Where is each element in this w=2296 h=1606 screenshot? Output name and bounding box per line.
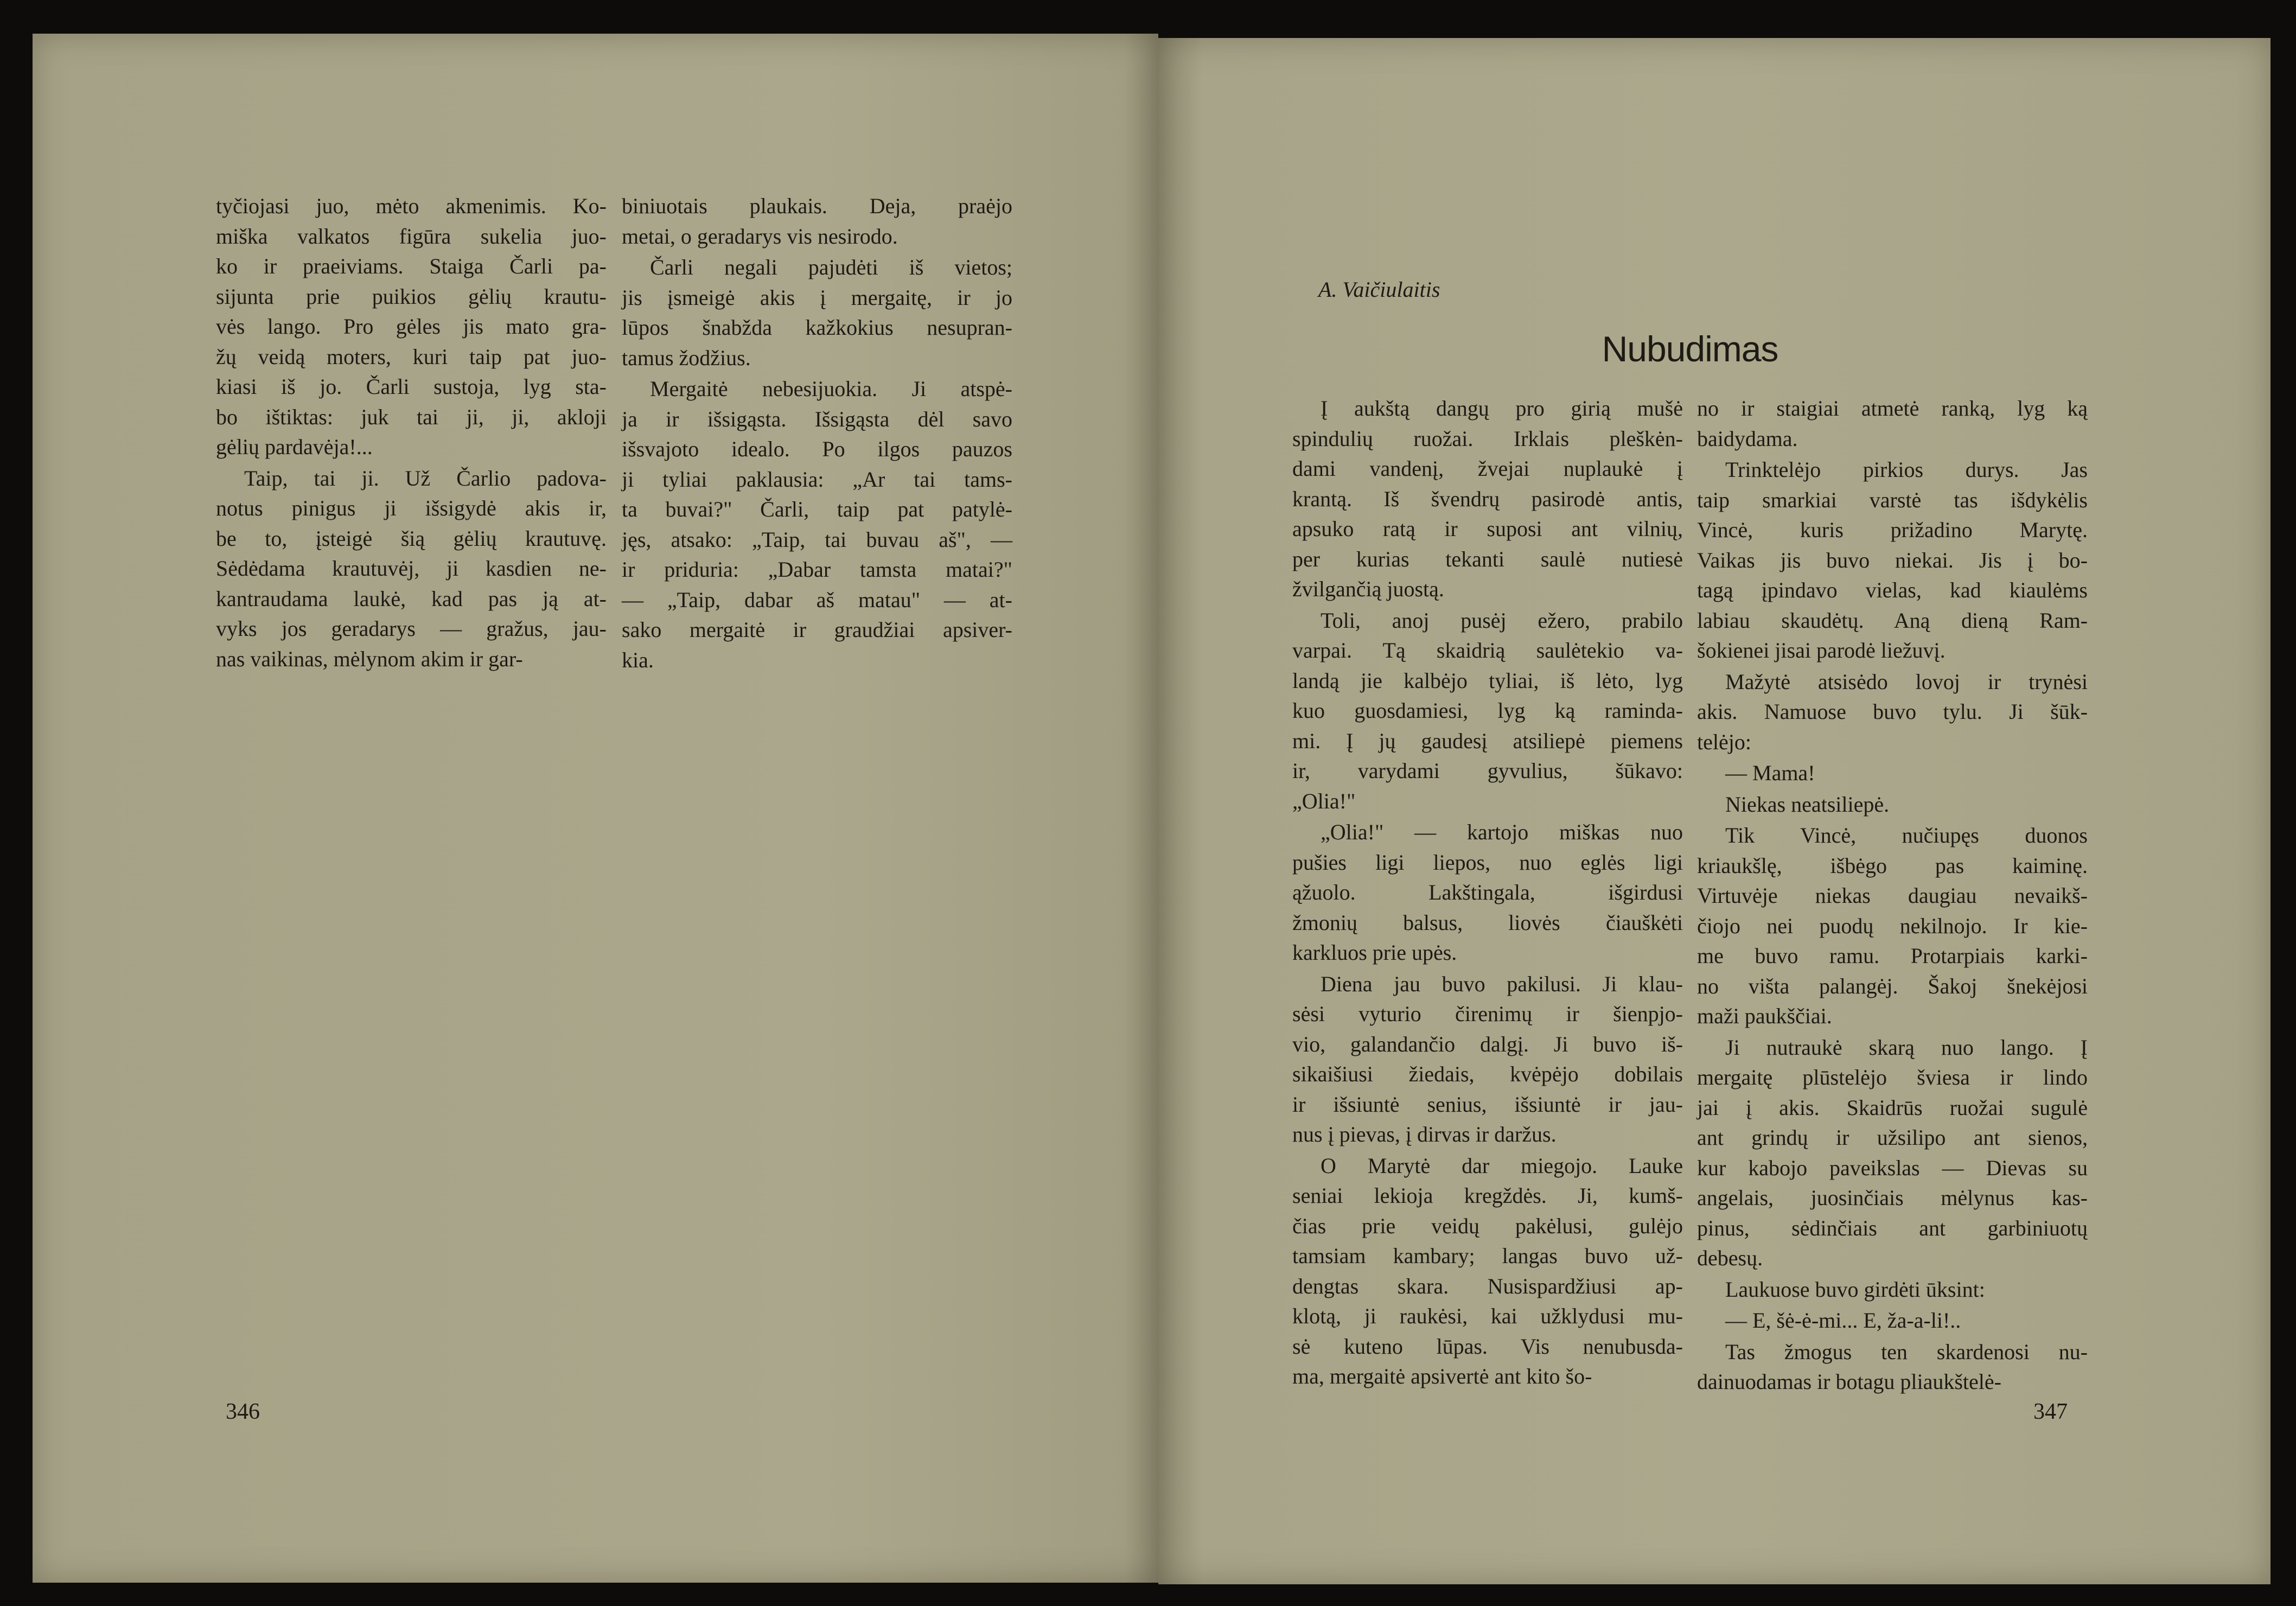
text-line: Vincė, kuris prižadino Marytę.	[1697, 518, 2088, 542]
text-line: varpai. Tą skaidrią saulėtekio va-	[1292, 638, 1683, 662]
text-line: debesų.	[1697, 1246, 1763, 1270]
text-line: žvilgančią juostą.	[1292, 577, 1444, 601]
paragraph	[1697, 789, 2088, 820]
text-line: ji tyliai paklausia: „Ar tai tams-	[622, 467, 1012, 492]
paragraph	[1292, 969, 1683, 1150]
text-line: — „Taip, dabar aš matau" — at-	[622, 587, 1012, 612]
text-line: „Olia!"	[1292, 788, 1356, 813]
text-line: vės lango. Pro gėles jis mato gra-	[216, 314, 607, 339]
text-line: Trinktelėjo pirkios durys. Jas	[1725, 457, 2088, 482]
author-name: A. Vaičiulaitis	[1318, 277, 1440, 302]
left-page-column-2	[622, 191, 1012, 676]
story-title: Nubudimas	[1602, 329, 1778, 369]
paragraph	[622, 252, 1012, 373]
text-line: kur kabojo paveikslas — Dievas su	[1697, 1155, 2088, 1180]
text-line: sako mergaitė ir graudžiai apsiver-	[622, 617, 1012, 642]
text-line: Čarli negali pajudėti iš vietos;	[650, 255, 1012, 279]
text-line: jęs, atsako: „Taip, tai buvau aš", —	[622, 527, 1012, 552]
paragraph	[1697, 667, 2088, 757]
text-line: gėlių pardavėja!...	[216, 435, 373, 459]
text-line: ir išsiuntė senius, išsiuntė ir jau-	[1292, 1092, 1683, 1117]
text-line: Toli, anoj pusėj ežero, prabilo	[1321, 608, 1683, 633]
text-line: vio, galandančio dalgį. Ji buvo iš-	[1292, 1031, 1683, 1056]
text-line: — Mama!	[1725, 761, 1815, 785]
text-line: labiau skaudėtų. Aną dieną Ram-	[1697, 608, 2088, 633]
text-line: sijunta prie puikios gėlių krautu-	[216, 284, 607, 309]
text-line: be to, įsteigė šią gėlių krautuvę.	[216, 526, 607, 551]
text-line: akis. Namuose buvo tylu. Ji šūk-	[1697, 699, 2088, 724]
text-line: lūpos šnabžda kažkokius nesupran-	[622, 315, 1012, 340]
text-line: pušies ligi liepos, nuo eglės ligi	[1292, 850, 1683, 875]
right-page-column-1	[1292, 393, 1683, 1393]
text-line: sikaišiusi žiedais, kvėpėjo dobilais	[1292, 1062, 1683, 1086]
text-line: žmonių balsus, liovės čiauškėti	[1292, 910, 1683, 935]
text-line: Vaikas jis buvo niekai. Jis į bo-	[1697, 547, 2088, 572]
text-line: tamsiam kambary; langas buvo už-	[1292, 1244, 1683, 1268]
text-line: krantą. Iš švendrų pasirodė antis,	[1292, 486, 1683, 511]
right-page-column-2	[1697, 393, 2088, 1398]
paragraph	[1697, 1337, 2088, 1397]
text-line: mi. Į jų gaudesį atsiliepė piemens	[1292, 728, 1683, 753]
text-line: biniuotais plaukais. Deja, praėjo	[622, 194, 1012, 218]
paragraph	[1697, 820, 2088, 1031]
text-line: tamus žodžius.	[622, 345, 751, 370]
text-line: Niekas neatsiliepė.	[1725, 792, 1890, 817]
text-line: sėsi vyturio čirenimų ir šienpjo-	[1292, 1002, 1683, 1026]
text-line: jai į akis. Skaidrūs ruožai sugulė	[1697, 1095, 2088, 1120]
paragraph	[1292, 817, 1683, 968]
text-line: kuo guosdamiesi, lyg ką raminda-	[1292, 698, 1683, 723]
text-line: Ji nutraukė skarą nuo lango. Į	[1725, 1035, 2088, 1060]
text-line: baidydama.	[1697, 426, 1798, 451]
text-line: bo ištiktas: juk tai ji, ji, akloji	[216, 404, 607, 429]
paragraph	[1292, 393, 1683, 604]
page-number-left: 346	[226, 1399, 260, 1424]
text-line: čias prie veidų pakėlusi, gulėjo	[1292, 1213, 1683, 1238]
text-line: Mažytė atsisėdo lovoj ir trynėsi	[1725, 669, 2088, 694]
text-line: spindulių ruožai. Irklais pleškėn-	[1292, 426, 1683, 451]
text-line: Sėdėdama krautuvėj, ji kasdien ne-	[216, 556, 607, 581]
paragraph	[1697, 1033, 2088, 1273]
paragraph	[1697, 758, 2088, 788]
text-line: nus į pievas, į dirvas ir daržus.	[1292, 1122, 1557, 1146]
text-line: ta buvai?" Čarli, taip pat patylė-	[622, 497, 1012, 521]
text-line: „Olia!" — kartojo miškas nuo	[1321, 820, 1683, 844]
text-line: notus pinigus ji išsigydė akis ir,	[216, 496, 607, 520]
text-line: ir priduria: „Dabar tamsta matai?"	[622, 557, 1012, 582]
paragraph	[622, 374, 1012, 675]
text-line: apsuko ratą ir suposi ant vilnių,	[1292, 517, 1683, 541]
text-line: kia.	[622, 647, 654, 672]
text-line: jis įsmeigė akis į mergaitę, ir jo	[622, 285, 1012, 310]
text-line: angelais, juosinčiais mėlynus kas-	[1697, 1186, 2088, 1210]
text-line: O Marytė dar miegojo. Lauke	[1321, 1153, 1683, 1178]
text-line: Virtuvėje niekas daugiau nevaikš-	[1697, 883, 2088, 908]
text-line: dami vandenį, žvejai nuplaukė į	[1292, 456, 1683, 481]
text-line: šokienei jisai parodė liežuvį.	[1697, 638, 1946, 662]
paragraph	[1292, 1151, 1683, 1392]
text-line: tagą įpindavo vielas, kad kiaulėms	[1697, 578, 2088, 602]
text-line: no ir staigiai atmetė ranką, lyg ką	[1697, 396, 2088, 420]
text-line: Diena jau buvo pakilusi. Ji klau-	[1321, 971, 1683, 996]
paragraph	[216, 191, 607, 462]
text-line: no višta palangėj. Šakoj šnekėjosi	[1697, 973, 2088, 998]
left-page-column-1	[216, 191, 607, 675]
text-line: miška valkatos figūra sukelia juo-	[216, 224, 607, 248]
text-line: sė kuteno lūpas. Vis nenubusda-	[1292, 1334, 1683, 1359]
text-line: per kurias tekanti saulė nutiesė	[1292, 546, 1683, 571]
text-line: čiojo nei puodų nekilnojo. Ir kie-	[1697, 913, 2088, 938]
text-line: ir, varydami gyvulius, šūkavo:	[1292, 759, 1683, 783]
text-line: kantraudama laukė, kad pas ją at-	[216, 586, 607, 611]
text-line: išsvajoto idealo. Po ilgos pauzos	[622, 437, 1012, 461]
text-line: Mergaitė nebesijuokia. Ji atspė-	[650, 377, 1012, 401]
paragraph	[622, 191, 1012, 251]
text-line: dainuodamas ir botagu pliaukštelė-	[1697, 1369, 2001, 1394]
text-line: žų veidą moters, kuri taip pat juo-	[216, 344, 607, 369]
text-line: ma, mergaitė apsivertė ant kito šo-	[1292, 1364, 1592, 1388]
paragraph	[1697, 1274, 2088, 1305]
text-line: seniai lekioja kregždės. Ji, kumš-	[1292, 1183, 1683, 1208]
text-line: taip smarkiai varstė tas išdykėlis	[1697, 487, 2088, 512]
text-line: Į aukštą dangų pro girią mušė	[1321, 396, 1683, 420]
text-line: ja ir išsigąsta. Išsigąsta dėl savo	[622, 406, 1012, 431]
text-line: kriaukšlę, išbėgo pas kaiminę.	[1697, 853, 2088, 878]
text-line: ko ir praeiviams. Staiga Čarli pa-	[216, 254, 607, 278]
text-line: ąžuolo. Lakštingala, išgirdusi	[1292, 880, 1683, 904]
page-number-right: 347	[2033, 1399, 2068, 1424]
text-line: vyks jos geradarys — gražus, jau-	[216, 616, 607, 641]
paragraph	[216, 463, 607, 674]
text-line: tyčiojasi juo, mėto akmenimis. Ko-	[216, 194, 607, 218]
text-line: metai, o geradarys vis nesirodo.	[622, 224, 898, 248]
text-line: me buvo ramu. Protarpiais karki-	[1697, 944, 2088, 968]
text-line: telėjo:	[1697, 729, 1751, 754]
text-line: maži paukščiai.	[1697, 1004, 1832, 1028]
paragraph	[1292, 606, 1683, 817]
text-line: Laukuose buvo girdėti ūksint:	[1725, 1277, 1985, 1302]
text-line: — E, šė-ė-mi... E, ža-a-li!..	[1725, 1308, 1961, 1333]
text-line: dengtas skara. Nusispardžiusi ap-	[1292, 1273, 1683, 1298]
text-line: kiasi iš jo. Čarli sustoja, lyg sta-	[216, 374, 607, 399]
text-line: Tik Vincė, nučiupęs duonos	[1725, 823, 2088, 847]
paragraph	[1697, 393, 2088, 454]
paragraph	[1697, 455, 2088, 666]
text-line: Taip, tai ji. Už Čarlio padova-	[244, 466, 607, 490]
text-line: nas vaikinas, mėlynom akim ir gar-	[216, 646, 523, 671]
text-line: pinus, sėdinčiais ant garbiniuotų	[1697, 1215, 2088, 1240]
text-line: klotą, ji raukėsi, kai užklydusi mu-	[1292, 1304, 1683, 1328]
text-line: Tas žmogus ten skardenosi nu-	[1725, 1339, 2088, 1364]
paragraph	[1697, 1305, 2088, 1336]
text-line: mergaitę plūstelėjo šviesa ir lindo	[1697, 1065, 2088, 1089]
text-line: landą jie kalbėjo tyliai, iš lėto, lyg	[1292, 668, 1683, 693]
text-line: ant grindų ir užsilipo ant sienos,	[1697, 1125, 2088, 1150]
text-line: karkluos prie upės.	[1292, 940, 1457, 965]
